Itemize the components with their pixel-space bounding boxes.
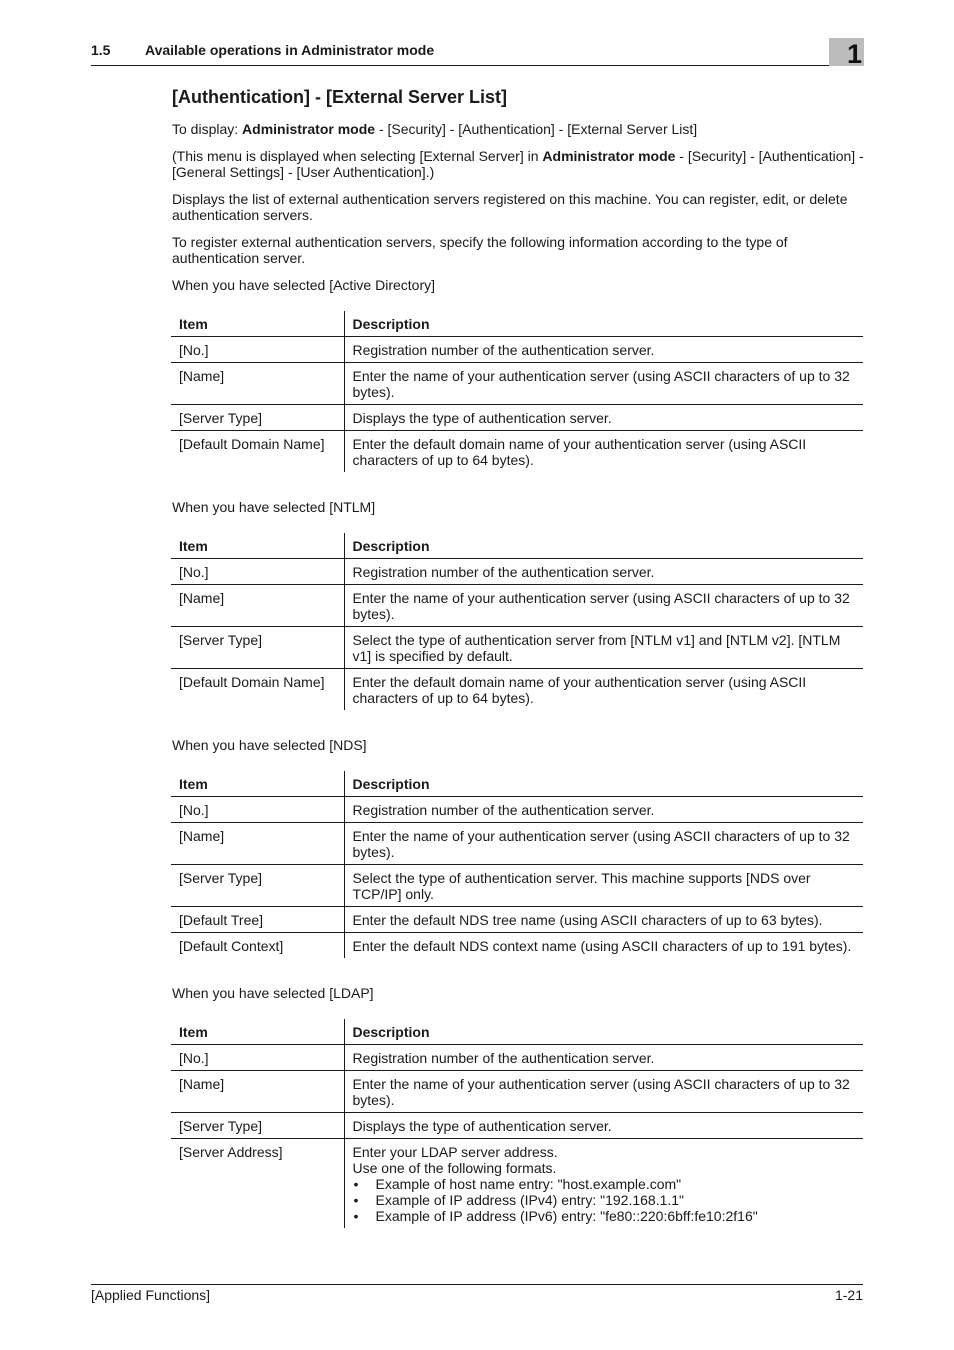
table-row (171, 1045, 863, 1071)
section-heading-nds: When you have selected [NDS] (172, 737, 367, 753)
column-header-item: Item (171, 771, 344, 797)
table-header-row (171, 311, 863, 337)
cell-description: Enter the default NDS tree name (using ASCII characters of up to 63 bytes). (344, 907, 863, 933)
column-header-item: Item (171, 311, 344, 337)
cell-description: Registration number of the authentication server. (344, 337, 863, 363)
cell-item: [Name] (171, 823, 344, 865)
cell-description: Displays the type of authentication server. (344, 1113, 863, 1139)
table-row (171, 405, 863, 431)
table-ldap (171, 1019, 863, 1228)
cell-description: Registration number of the authentication server. (344, 559, 863, 585)
table-row (171, 1113, 863, 1139)
table-row (171, 363, 863, 405)
section-number: 1.5 (91, 42, 111, 58)
page-title: [Authentication] - [External Server List] (172, 87, 508, 107)
cell-item: [Server Type] (171, 865, 344, 907)
cell-item: [No.] (171, 559, 344, 585)
cell-item: [No.] (171, 1045, 344, 1071)
cell-description: Select the type of authentication server from [NTLM v1] and [NTLM v2]. [NTLM v1] is specified by default. (344, 627, 863, 669)
list-item: • Example of IP address (IPv4) entry: "192.168.1.1" (353, 1192, 856, 1208)
list-item: • Example of IP address (IPv6) entry: "fe80::220:6bff:fe10:2f16" (353, 1208, 856, 1224)
column-header-item: Item (171, 1019, 344, 1045)
section-heading-ldap: When you have selected [LDAP] (172, 985, 374, 1001)
page-number: 1-21 (834, 1287, 863, 1303)
section-heading-active-directory: When you have selected [Active Directory] (172, 277, 436, 293)
format-bullet-list (353, 1176, 856, 1224)
description-paragraph: Displays the list of external authentication servers registered on this machine. You can register, edit, or delete authentication servers. (172, 191, 848, 223)
list-item: • Example of host name entry: "host.example.com" (353, 1176, 856, 1192)
footer-section-name: [Applied Functions] (91, 1287, 211, 1303)
cell-item: [No.] (171, 797, 344, 823)
table-nds (171, 771, 863, 958)
chapter-tab (829, 38, 864, 69)
cell-item: [Default Tree] (171, 907, 344, 933)
section-title: Available operations in Administrator mode (145, 42, 435, 58)
chapter-number: 1 (846, 39, 862, 69)
cell-description: Enter the name of your authentication server (using ASCII characters of up to 32 bytes). (344, 585, 863, 627)
table-row (171, 669, 863, 711)
cell-item: [Server Type] (171, 405, 344, 431)
cell-item: [No.] (171, 337, 344, 363)
table-row (171, 337, 863, 363)
cell-item: [Server Address] (179, 1144, 283, 1160)
column-header-description: Description (344, 533, 863, 559)
table-row (171, 907, 863, 933)
cell-item: [Server Type] (171, 1113, 344, 1139)
table-row (171, 585, 863, 627)
cell-item: [Name] (171, 1071, 344, 1113)
cell-description: Enter the name of your authentication server (using ASCII characters of up to 32 bytes). (344, 1071, 863, 1113)
page-header (91, 39, 863, 69)
display-path: To display: Administrator mode - [Security] - [Authentication] - [External Server List] (172, 121, 698, 137)
table-row (171, 431, 863, 473)
menu-note: (This menu is displayed when selecting [External Server] in Administrator mode - [Security] - [Authentication] - [General Settings] - [User Authentication].) (172, 148, 864, 180)
cell-item: [Server Type] (171, 627, 344, 669)
table-header-row (171, 533, 863, 559)
table-ntlm (171, 533, 863, 710)
cell-item: [Name] (171, 363, 344, 405)
cell-item: [Default Context] (179, 938, 284, 954)
column-header-description: Description (344, 311, 863, 337)
table-row (171, 1071, 863, 1113)
table-header-row (171, 1019, 863, 1045)
table-row (171, 1139, 863, 1229)
page-content (172, 86, 864, 1255)
register-info-paragraph: To register external authentication servers, specify the following information according to the type of authentication server. (172, 234, 788, 266)
cell-description: Displays the type of authentication server. (344, 405, 863, 431)
cell-description: Registration number of the authentication server. (344, 797, 863, 823)
server-address-line-1: Enter your LDAP server address. (352, 1144, 558, 1160)
cell-description (344, 1139, 863, 1229)
page-footer (91, 1284, 863, 1303)
table-header-row (171, 771, 863, 797)
cell-description: Select the type of authentication server. This machine supports [NDS over TCP/IP] only. (344, 865, 863, 907)
cell-description: Enter the name of your authentication server (using ASCII characters of up to 32 bytes). (344, 823, 863, 865)
cell-description: Enter the default domain name of your authentication server (using ASCII characters of up to 64 bytes). (344, 669, 863, 711)
section-heading-ntlm: When you have selected [NTLM] (172, 499, 376, 515)
table-active-directory (171, 311, 863, 472)
cell-description: Registration number of the authentication server. (344, 1045, 863, 1071)
table-row (171, 823, 863, 865)
cell-description: Enter the default domain name of your authentication server (using ASCII characters of up to 64 bytes). (344, 431, 863, 473)
cell-item: [Name] (171, 585, 344, 627)
cell-description: Enter the name of your authentication server (using ASCII characters of up to 32 bytes). (344, 363, 863, 405)
cell-item: [Default Domain Name] (179, 436, 325, 452)
cell-description: Enter the default NDS context name (using ASCII characters of up to 191 bytes). (344, 933, 863, 959)
table-row (171, 933, 863, 959)
cell-item: [Default Domain Name] (179, 674, 325, 690)
table-row (171, 627, 863, 669)
column-header-description: Description (344, 1019, 863, 1045)
table-row (171, 559, 863, 585)
column-header-item: Item (171, 533, 344, 559)
table-row (171, 797, 863, 823)
column-header-description: Description (344, 771, 863, 797)
table-row (171, 865, 863, 907)
server-address-line-2: Use one of the following formats. (352, 1160, 557, 1176)
